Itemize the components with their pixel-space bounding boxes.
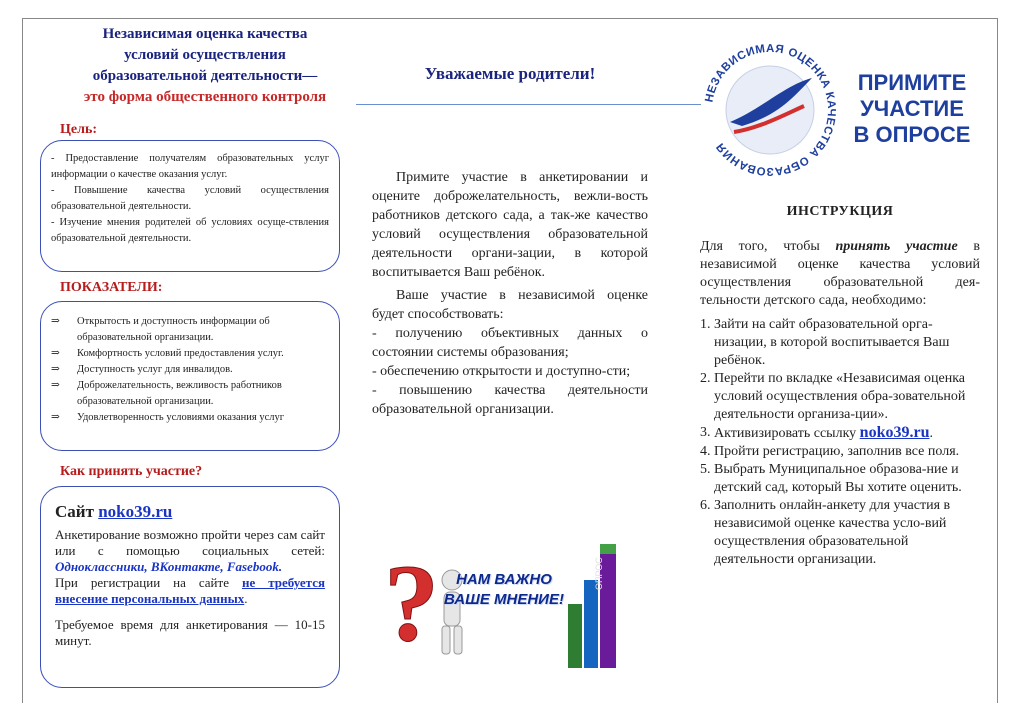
right-border — [997, 18, 998, 703]
time-text: Требуемое время для анкетирования — 10-15 минут. — [55, 617, 325, 648]
indicator-item — [47, 314, 329, 346]
lead-end: в независимой оценке качества условий осуществления образовательной дея-тельности детского сада, необходимо: — [700, 239, 981, 308]
header-line-4: это форма общественного контроля — [83, 89, 327, 105]
site-link[interactable]: noko39.ru — [98, 502, 173, 521]
indicator-text: Доступность услуг для инвалидов. — [77, 364, 233, 375]
indicator-item — [47, 346, 329, 362]
arrow-icon: ⇒ — [51, 364, 60, 375]
step-number: 4. — [700, 444, 711, 459]
goal-item: - Предоставление получателям образовательных услуг информации о качестве оказания услуг. — [51, 153, 329, 180]
middle-bullet: - повышению качества деятельности образовательной организации. — [372, 383, 648, 417]
how-title: Как принять участие? — [60, 464, 203, 479]
goal-item: - Изучение мнения родителей об условиях осуще-ствления образовательной деятельности. — [51, 217, 329, 244]
indicator-text: Удовлетворенность условиями оказания услуг — [77, 412, 285, 423]
step-item — [700, 443, 980, 461]
social-intro: Анкетирование возможно пройти через сам сайт или с помощью социальных сетей: — [55, 527, 325, 558]
lead-emphasis: принять участие — [835, 239, 958, 254]
indicators-box — [40, 301, 340, 451]
instruction-lead — [700, 238, 980, 310]
logo-text: НЕЗАВИСИМАЯ ОЦЕНКА КАЧЕСТВА ОБРАЗОВАНИЯ — [703, 42, 838, 178]
step-text: Выбрать Муниципальное образова-ние и детский сад, который Вы хотите оценить. — [714, 462, 962, 495]
social-networks: Одноклассники, ВКонтакте, Fasebook. — [55, 559, 283, 574]
promo-line-2: УЧАСТИЕ — [860, 96, 964, 121]
bar-chart-icon — [568, 544, 616, 668]
step-number: 5. — [700, 462, 711, 477]
social-text — [55, 527, 325, 575]
goal-box — [40, 140, 340, 272]
how-box — [40, 486, 340, 688]
step-number: 3. — [700, 425, 711, 440]
indicator-item — [47, 362, 329, 378]
goal-title: Цель: — [60, 122, 98, 137]
lead-start: Для того, чтобы — [700, 239, 820, 254]
top-border — [22, 18, 997, 19]
step-text: Активизировать ссылку noko39.ru. — [714, 424, 933, 441]
header-line-3: образовательной деятельности— — [92, 68, 318, 84]
indicators-title: ПОКАЗАТЕЛИ: — [60, 280, 163, 295]
middle-bullet: - получению объективных данных о состоянии системы образования; — [372, 326, 648, 360]
step-text: Перейти по вкладке «Независимая оценка условий осуществления обра-зовательной деятельности организа-ции». — [714, 371, 966, 422]
bar-label: ОПРОС — [594, 557, 604, 590]
indicators-list — [47, 314, 329, 426]
indicator-text: Доброжелательность, вежливость работников образовательной организации. — [77, 380, 282, 407]
no-personal-data-link[interactable]: не требуется внесение персональных данных — [55, 575, 326, 606]
step-item — [700, 370, 980, 424]
site-link[interactable]: noko39.ru — [859, 424, 930, 441]
arrow-icon: ⇒ — [51, 412, 60, 423]
middle-text — [372, 168, 648, 419]
step-number: 1. — [700, 317, 711, 332]
promo-line-1: ПРИМИТЕ — [857, 70, 967, 95]
step-item — [700, 497, 980, 569]
arrow-icon: ⇒ — [51, 316, 60, 327]
question-mark-icon: ? — [384, 542, 439, 664]
step-item — [700, 424, 980, 443]
step-text: Заполнить онлайн-анкету для участия в независимой оценке качества усло-вий осуществления образовательной деятельности организации. — [714, 498, 951, 567]
step-text: Пройти регистрацию, заполнив все поля. — [714, 444, 960, 459]
indicator-text: Комфортность условий предоставления услуг. — [77, 348, 284, 359]
indicator-item — [47, 378, 329, 410]
site-prefix: Сайт — [55, 502, 94, 521]
instruction-steps — [700, 316, 980, 569]
step-item — [700, 316, 980, 370]
divider-line — [356, 104, 701, 105]
arrow-icon: ⇒ — [51, 380, 60, 391]
promo-title — [842, 70, 982, 148]
site-line — [55, 501, 325, 523]
step-item — [700, 461, 980, 497]
arrow-icon: ⇒ — [51, 348, 60, 359]
indicator-text: Открытость и доступность информации об образовательной организации. — [77, 316, 270, 343]
promo-line-3: В ОПРОСЕ — [853, 122, 971, 147]
step-number: 6. — [700, 498, 711, 513]
left-border — [22, 18, 23, 703]
middle-bullet: - обеспечению открытости и доступно-сти; — [372, 364, 631, 379]
registration-text — [55, 575, 325, 607]
instruction-title: ИНСТРУКЦИЯ — [786, 204, 894, 219]
page-header — [55, 24, 355, 108]
middle-p1: Примите участие в анкетировании и оцените доброжелательность, вежли-вость работников детского сада, а так-же качество условий осуществления образовательной деятельности органи-зации, в которой воспитывается Ваш ребёнок. — [372, 170, 648, 280]
banner-text: НАМ ВАЖНО ВАШЕ МНЕНИЕ! — [444, 571, 564, 608]
registration-end: . — [244, 591, 248, 606]
middle-p2: Ваше участие в независимой оценке будет способствовать: — [372, 288, 648, 322]
goal-item: - Повышение качества условий осуществления образовательной деятельности. — [51, 185, 329, 212]
header-line-2: условий осуществления — [124, 47, 286, 63]
indicator-item — [47, 410, 329, 426]
step-text-part: Активизировать ссылку — [714, 426, 857, 441]
greeting: Уважаемые родители! — [424, 64, 596, 83]
logo — [700, 40, 840, 180]
registration-intro: При регистрации на сайте — [55, 575, 229, 590]
header-line-1: Независимая оценка качества — [102, 26, 308, 42]
step-number: 2. — [700, 371, 711, 386]
step-text: Зайти на сайт образовательной орга-низации, в которой воспитывается Ваш ребёнок. — [714, 317, 950, 368]
